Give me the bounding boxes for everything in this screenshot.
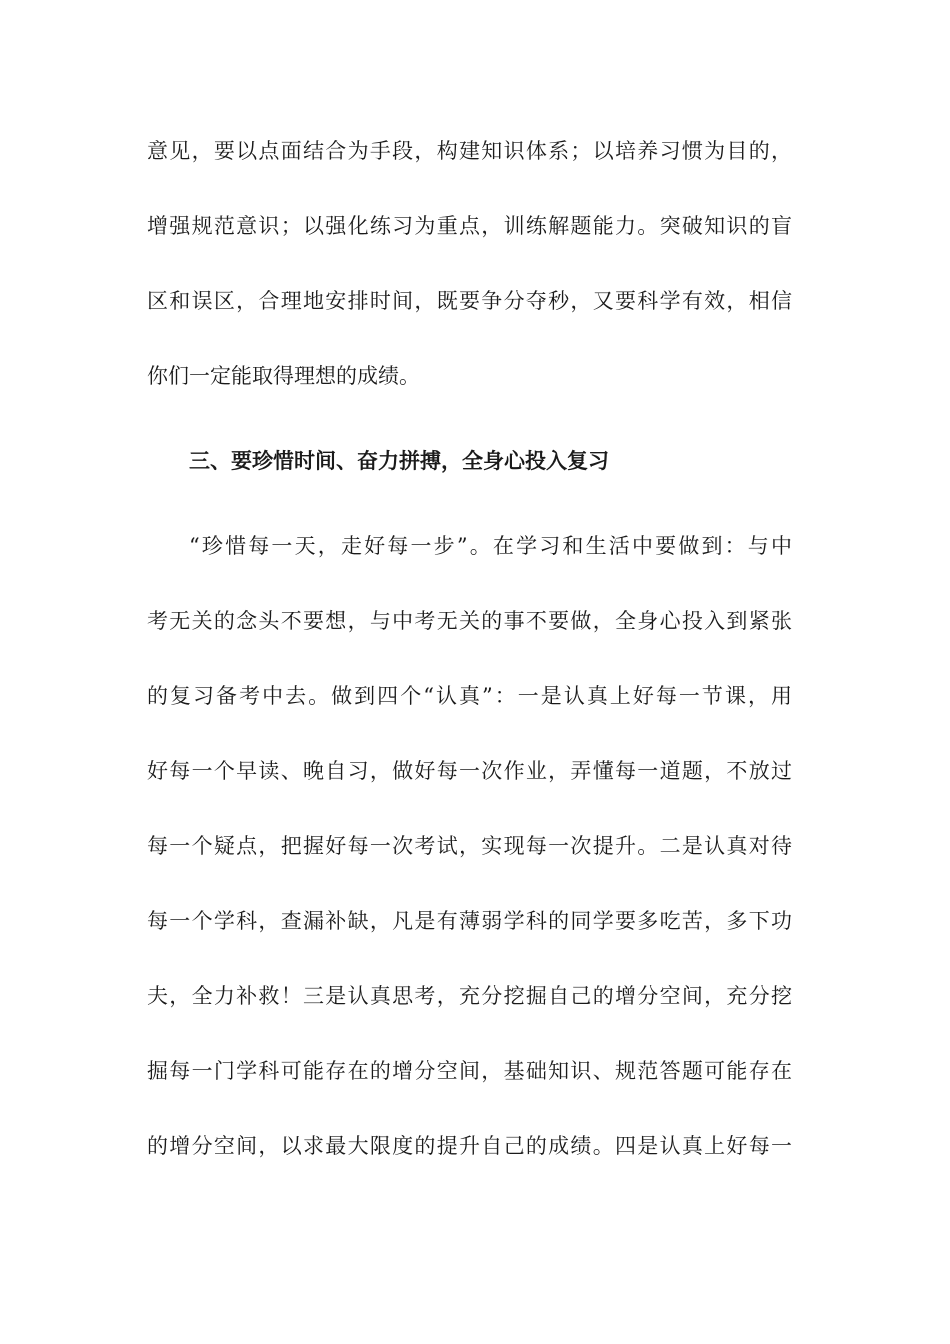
paragraph-1-line-4: 你们一定能取得理想的成绩。 [147,364,420,388]
paragraph-1-line-3: 区和误区，合理地安排时间，既要争分夺秒，又要科学有效，相信 [147,289,792,313]
paragraph-1-line-2: 增强规范意识；以强化练习为重点，训练解题能力。突破知识的盲 [147,214,792,238]
section-heading-3: 三、要珍惜时间、奋力拼搏，全身心投入复习 [189,449,609,473]
paragraph-2-line-4: 好每一个早读、晚自习，做好每一次作业，弄懂每一道题，不放过 [147,759,792,783]
paragraph-2-line-1: “珍惜每一天，走好每一步”。在学习和生活中要做到：与中 [189,534,792,558]
paragraph-2-line-5: 每一个疑点，把握好每一次考试，实现每一次提升。二是认真对待 [147,834,792,858]
paragraph-2-line-8: 掘每一门学科可能存在的增分空间，基础知识、规范答题可能存在 [147,1059,792,1083]
paragraph-1-line-1: 意见，要以点面结合为手段，构建知识体系；以培养习惯为目的， [147,139,792,163]
paragraph-2-line-6: 每一个学科，查漏补缺，凡是有薄弱学科的同学要多吃苦，多下功 [147,909,792,933]
paragraph-2-line-3: 的复习备考中去。做到四个“认真”：一是认真上好每一节课，用 [147,684,792,708]
paragraph-2-line-7: 夫，全力补救！三是认真思考，充分挖掘自己的增分空间，充分挖 [147,984,792,1008]
paragraph-2-line-9: 的增分空间，以求最大限度的提升自己的成绩。四是认真上好每一 [147,1134,792,1158]
paragraph-2-line-2: 考无关的念头不要想，与中考无关的事不要做，全身心投入到紧张 [147,609,792,633]
